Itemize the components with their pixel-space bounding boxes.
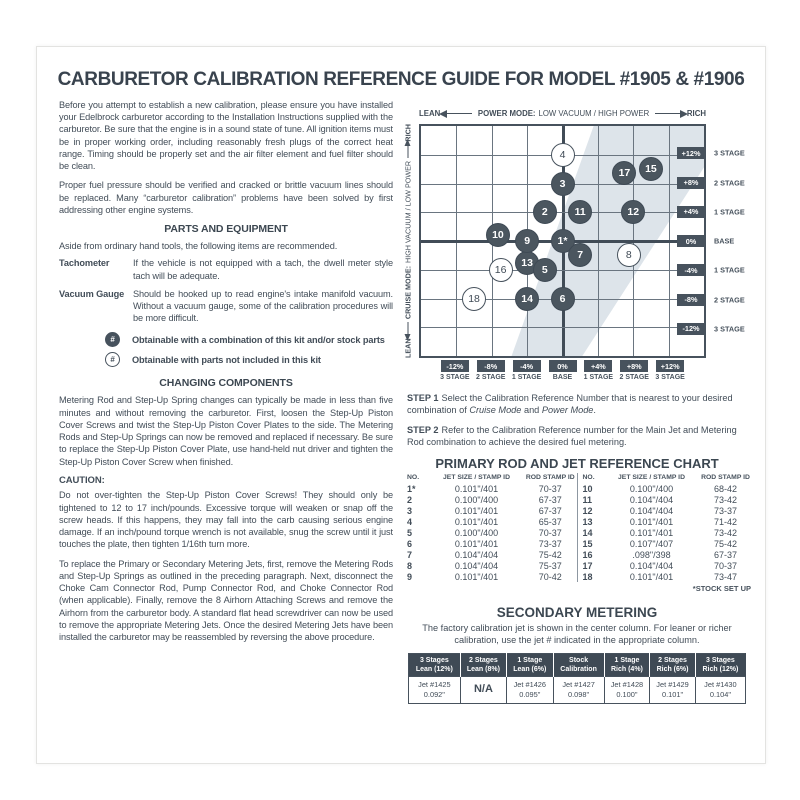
calibration-point-1: 1* [551,229,575,253]
step-2-text: Refer to the Calibration Reference number for the Main Jet and Metering Rod combination to achieve the desired fuel metering. [407,424,737,447]
calibration-no: 5 [407,527,413,538]
rod-stamp: 67-37 [538,494,562,505]
power-stage-label: BASE [552,374,573,381]
power-pct-tag: -12% [441,360,469,372]
cruise-pct-tag: +4% [677,206,705,218]
caution-paragraph: Do not over-tighten the Step-Up Piston Cover Screws! They should only be tightened to 12 to 17 inch/pounds. Excessive torque will weaken or snap off the screw heads. If this happens, they may fall into the carb causing serious engine damage. If an inch/pound torque wrench is not available, snug the screw until it just touches the plate, then tighten 1/16th turn more. [59,490,393,550]
axis-title-rest: HIGH VACUUM / LOW POWER [403,160,413,263]
primary-rod-jet-table [402,473,752,582]
legend-text: Obtainable with parts not included in this kit [132,354,321,365]
secondary-jet-cell: N/A [460,676,506,703]
rod-stamp: 75-42 [713,538,738,549]
legend-row-not-included [105,352,393,367]
calibration-no: 4 [407,516,413,527]
secondary-metering-title: SECONDARY METERING [496,605,658,621]
jet-size-stamp: 0.104"/404 [454,549,499,560]
steps-block [407,392,749,448]
jet-size-stamp: 0.101"/401 [629,571,674,582]
secondary-jet-cell: Jet #1426 0.095" [507,676,553,703]
secondary-column-header: 1 Stage Lean (6%) [507,653,553,676]
calibration-point-10: 10 [486,223,510,247]
equipment-term: Vacuum Gauge [59,288,125,299]
rod-stamp: 75-42 [538,549,562,560]
grid-hline [421,212,704,213]
cruise-pct-tag: -4% [677,264,705,276]
power-pct-tag: +12% [656,360,684,372]
rod-stamp: 73-37 [538,538,562,549]
grid-hline [421,270,704,271]
legend-text: Obtainable with a combination of this kit and/or stock parts [132,334,385,345]
calibration-no: 2 [407,494,413,505]
calibration-point-16: 16 [489,258,513,282]
cruise-stage-label: 1 STAGE [714,265,745,275]
secondary-metering-table [408,653,746,704]
cruise-mode-italic: Cruise Mode [469,405,522,416]
calibration-no: 17 [577,560,604,571]
axis-title-bold: POWER MODE: [477,109,536,118]
secondary-jet-cell: Jet #1427 0.098" [553,676,604,703]
primary-table-row [402,505,752,516]
calibration-no: 9 [407,571,413,582]
step-2-label: STEP 2 [407,424,439,435]
primary-table-row [402,516,752,527]
primary-table-row [402,571,752,582]
step-2 [407,424,749,449]
axis-lean-label: LEAN [403,338,413,358]
rod-stamp: 65-37 [538,516,562,527]
calibration-no: 16 [577,549,604,560]
power-stage-label: 3 STAGE [440,374,470,381]
rod-stamp: 73-47 [713,571,738,582]
jet-size-stamp: 0.100"/400 [454,494,499,505]
calibration-point-6: 6 [551,287,575,311]
rod-stamp: 70-37 [538,483,562,494]
axis-rich-label: RICH [686,109,706,118]
power-stage-label: 1 STAGE [583,374,614,381]
cruise-pct-tag: +8% [677,177,705,189]
cruise-mode-axis [404,124,413,358]
calibration-point-17: 17 [612,161,636,185]
stock-setup-footnote: *STOCK SET UP [692,584,751,594]
secondary-column-header: 1 Stage Rich (4%) [604,653,650,676]
axis-rich-label: RICH [403,124,413,142]
open-circle-hash-icon: # [105,352,120,367]
power-mode-axis [419,109,706,118]
power-pct-tag: 0% [549,360,577,372]
page-title: CARBURETOR CALIBRATION REFERENCE GUIDE FOR MODEL #1905 & #1906 [57,69,745,90]
arrow-left-icon [446,113,472,115]
jet-size-stamp: 0.101"/401 [454,483,499,494]
calibration-point-5: 5 [533,258,557,282]
calibration-no: 10 [577,483,604,494]
jet-size-stamp: 0.101"/401 [454,505,499,516]
calibration-point-13: 13 [515,251,539,275]
rod-stamp: 71-42 [713,516,738,527]
calibration-no: 13 [577,516,604,527]
primary-table-row [402,560,752,571]
secondary-jet-cell: Jet #1425 0.092" [409,676,461,703]
power-mode-italic: Power Mode [541,405,594,416]
power-pct-tag: +4% [584,360,612,372]
caution-heading: CAUTION: [59,474,105,486]
rod-stamp: 70-37 [538,527,562,538]
equipment-desc: Should be hooked up to read engine's intake manifold vacuum. Without a vacuum gauge, some of the calibration procedures will be more difficult. [133,288,393,324]
legend-row-kit-parts [105,332,393,347]
symbol-legend [105,332,393,367]
equipment-desc: If the vehicle is not equipped with a tach, the dwell meter style tach will be adequate. [133,258,393,281]
secondary-jet-cell: Jet #1429 0.101" [650,676,696,703]
jet-size-stamp: 0.100"/400 [629,483,674,494]
column-header: NO. [407,474,420,482]
column-header: NO. [577,473,604,483]
secondary-jet-cell: Jet #1430 0.104" [695,676,745,703]
cruise-stage-label: 1 STAGE [714,207,745,217]
calibration-point-18: 18 [462,287,486,311]
rod-stamp: 75-37 [538,560,562,571]
primary-table-title: PRIMARY ROD AND JET REFERENCE CHART [435,456,719,472]
rod-stamp: 73-42 [713,494,738,505]
grid-hline [421,327,704,328]
cruise-stage-label: 3 STAGE [714,148,745,158]
jet-size-stamp: 0.101"/401 [629,516,674,527]
changing-components-paragraph: Metering Rod and Step-Up Spring changes can typically be made in less than five minutes and without removing the carburetor. First, loosen the Step-Up Piston Cover Screws and twist the Step-Up Piston Cover Plates to the side. The Metering Rods and Step-Up Springs can now be removed and replaced if necessary. Be sure to replace the Step-Up Piston Cover Plate, use hand-held nut driver and tighten the Step-Up Piston Cover Screw when finished. [59,395,393,467]
cruise-pct-tag: +12% [677,147,705,159]
jet-size-stamp: 0.100"/400 [454,527,499,538]
power-stage-label: 2 STAGE [476,374,506,381]
arrow-left-icon [407,322,408,335]
power-pct-tag: -4% [513,360,541,372]
calibration-point-7: 7 [568,243,592,267]
calibration-no: 12 [577,505,604,516]
intro-paragraph-2: Proper fuel pressure should be verified and cracked or brittle vacuum lines should be replaced. Many “carburetor calibration” problems have been solved by first addressing other engine systems. [59,180,393,215]
jet-size-stamp: 0.101"/401 [629,527,674,538]
cruise-stage-label: BASE [714,236,735,246]
cruise-pct-tag: -12% [677,323,705,335]
calibration-no: 3 [407,505,413,516]
jet-size-stamp: 0.101"/401 [454,538,499,549]
calibration-no: 14 [577,527,604,538]
column-header: ROD STAMP ID [525,474,575,482]
cruise-mode-axis-title [404,161,413,319]
rod-stamp: 73-37 [713,505,738,516]
column-header: ROD STAMP ID [701,474,750,482]
calibration-point-12: 12 [621,200,645,224]
calibration-no: 1* [407,483,416,494]
step-1-label: STEP 1 [407,393,439,403]
right-column [401,97,753,704]
power-stage-label: 3 STAGE [655,374,685,381]
jet-size-stamp: 0.104"/404 [629,560,674,571]
jet-size-stamp: 0.104"/404 [454,560,499,571]
arrow-right-icon [407,145,408,158]
calibration-point-11: 11 [568,200,592,224]
cruise-stage-label: 2 STAGE [714,178,745,187]
jet-size-stamp: 0.104"/404 [629,505,674,516]
calibration-point-9: 9 [515,229,539,253]
rod-stamp: 68-42 [713,483,738,494]
equipment-row-vacuum-gauge [59,288,393,325]
axis-lean-label: LEAN [419,109,441,118]
calibration-no: 18 [577,571,604,582]
primary-table-row [402,494,752,505]
calibration-chart [403,124,745,381]
calibration-point-14: 14 [515,287,539,311]
power-stage-label: 1 STAGE [511,374,542,381]
calibration-no: 11 [577,494,604,505]
calibration-point-15: 15 [639,157,663,181]
parts-intro: Aside from ordinary hand tools, the following items are recommended. [59,241,338,252]
secondary-column-header: 3 Stages Rich (12%) [695,653,745,676]
equipment-row-tachometer [59,257,393,281]
intro-paragraph-1: Before you attempt to establish a new calibration, please ensure you have installed your Edelbrock carburetor according to the Installation Instructions supplied with the carburetor. Be sure that the engine is in a sound state of tune. All ignition items must be in proper working order, including reasonably fresh plugs of the correct heat range. Timing should be properly set and the air filter element and fuel filter should be clean. [59,100,393,172]
calibration-point-2: 2 [533,200,557,224]
rod-stamp: 70-37 [713,560,738,571]
rod-stamp: 67-37 [538,505,562,516]
rod-stamp: 70-42 [538,571,562,582]
left-column [59,99,393,650]
jet-size-stamp: 0.101"/401 [454,516,499,527]
step-1-text: . [593,405,596,416]
calibration-no: 8 [407,560,413,571]
cruise-pct-tag: 0% [677,235,705,247]
jet-size-stamp: 0.107"/407 [629,538,674,549]
column-header: JET SIZE / STAMP ID [618,474,685,482]
step-1-text: Select the Calibration Reference Number that is nearest to your desired combination of [407,393,733,416]
jet-size-stamp: 0.101"/401 [454,571,499,582]
primary-table-row [402,538,752,549]
step-1-text: and [521,405,542,416]
secondary-jet-cell: Jet #1428 0.100" [604,676,650,703]
secondary-column-header: 2 Stages Lean (8%) [460,653,506,676]
parts-equipment-heading: PARTS AND EQUIPMENT [164,223,288,236]
secondary-column-header: Stock Calibration [553,653,604,676]
cruise-stage-label: 2 STAGE [714,295,745,304]
power-pct-tag: +8% [620,360,648,372]
jet-size-stamp: .098"/398 [632,549,671,560]
calibration-no: 15 [577,538,604,549]
rod-stamp: 73-42 [713,527,738,538]
changing-components-heading: CHANGING COMPONENTS [159,377,293,390]
document-page [36,46,766,764]
step-1 [407,392,749,417]
secondary-table-header-row [409,653,746,676]
power-mode-axis-title [478,109,649,118]
primary-table-row [402,549,752,560]
primary-table-header-row [402,473,752,483]
secondary-column-header: 2 Stages Rich (6%) [650,653,696,676]
calibration-no: 6 [407,538,413,549]
secondary-table-value-row [409,676,746,703]
secondary-metering-desc: The factory calibration jet is shown in the center column. For leaner or richer calibration, use the jet # indicated in the appropriate column. [422,623,732,646]
cruise-stage-label: 3 STAGE [714,324,745,334]
arrow-right-icon [655,113,681,115]
calibration-point-8: 8 [617,243,641,267]
power-pct-tag: -8% [477,360,505,372]
calibration-point-3: 3 [551,172,575,196]
filled-circle-hash-icon: # [105,332,120,347]
chart-grid [419,124,706,358]
jets-replacement-paragraph: To replace the Primary or Secondary Metering Jets, first, remove the Metering Rods and Step-Up Springs as outlined in the preceding paragraph. Next, disconnect the Choke Cam Connector Rod, Pump Connector Rod, and Choke Connector Rod (when applicable). Finally, remove the 8 Airhorn Attaching Screws and remove the Airhorn from the carburetor body. A standard flat head screwdriver can now be used to remove the appropriate Metering Jets. Once the desired Metering Jets have been installed the carburetor may be reassembled by reversing the above procedure. [59,558,393,643]
jet-size-stamp: 0.104"/404 [629,494,674,505]
axis-title-bold: CRUISE MODE: [403,265,413,320]
calibration-no: 7 [407,549,413,560]
equipment-term: Tachometer [59,258,110,269]
calibration-point-4: 4 [551,143,575,167]
column-header: JET SIZE / STAMP ID [443,474,510,482]
cruise-pct-tag: -8% [677,294,705,306]
axis-title-rest: LOW VACUUM / HIGH POWER [538,109,650,118]
secondary-column-header: 3 Stages Lean (12%) [409,653,461,676]
rod-stamp: 67-37 [713,549,738,560]
power-stage-label: 2 STAGE [619,374,649,381]
primary-table-row [402,527,752,538]
primary-table-row [402,483,752,494]
